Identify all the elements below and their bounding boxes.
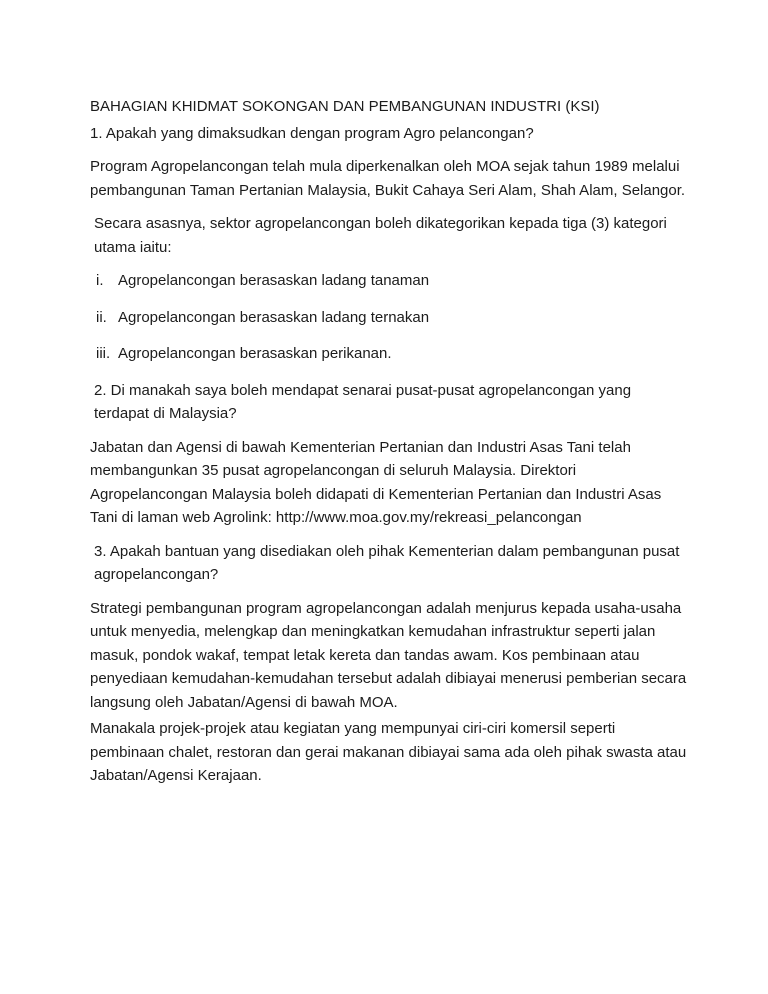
answer-3-paragraph-2: Manakala projek-projek atau kegiatan yang mempunyai ciri-ciri komersil seperti pembinaan chalet, restoran dan gerai makanan dibiayai sama ada oleh pihak swasta atau Jabatan/Agensi Kerajaan.	[90, 720, 687, 784]
category-number: iii.	[96, 345, 111, 362]
category-item	[90, 306, 690, 330]
category-text: Agropelancongan berasaskan ladang ternakan	[118, 308, 430, 326]
question-2: 2. Di manakah saya boleh mendapat senarai pusat-pusat agropelancongan yang terdapat di Malaysia?	[94, 381, 632, 422]
category-number: ii.	[96, 308, 107, 326]
question-3: 3. Apakah bantuan yang disediakan oleh pihak Kementerian dalam pembangunan pusat agropelancongan?	[94, 542, 680, 583]
answer-1-paragraph-2: Secara asasnya, sektor agropelancongan boleh dikategorikan kepada tiga (3) kategori utama iaitu:	[94, 215, 667, 256]
answer-3-paragraph-1: Strategi pembangunan program agropelancongan adalah menjurus kepada usaha-usaha untuk menyedia, melengkap dan meningkatkan kemudahan infrastruktur seperti jalan masuk, pondok wakaf, tempat letak kereta dan tandas awam. Kos pembinaan atau penyediaan kemudahan-kemudahan tersebut adalah dibiayai menerusi pemberian secara langsung oleh Jabatan/Agensi di bawah MOA.	[90, 599, 687, 711]
category-number: i.	[96, 272, 104, 289]
category-item	[90, 342, 690, 366]
category-text: Agropelancongan berasaskan perikanan.	[118, 345, 392, 362]
document-body	[90, 95, 690, 798]
category-text: Agropelancongan berasaskan ladang tanaman	[118, 272, 430, 289]
answer-2: Jabatan dan Agensi di bawah Kementerian Pertanian dan Industri Asas Tani telah membangunkan 35 pusat agropelancongan di seluruh Malaysia. Direktori Agropelancongan Malaysia boleh didapati di Kementerian Pertanian dan Industri Asas Tani di laman web Agrolink: http://www.moa.gov.my/rekreasi_pelancongan	[90, 438, 662, 526]
section-heading: BAHAGIAN KHIDMAT SOKONGAN DAN PEMBANGUNAN INDUSTRI (KSI)	[90, 98, 600, 115]
answer-1-paragraph-1: Program Agropelancongan telah mula diperkenalkan oleh MOA sejak tahun 1989 melalui pembangunan Taman Pertanian Malaysia, Bukit Cahaya Seri Alam, Shah Alam, Selangor.	[90, 158, 686, 199]
question-1: 1. Apakah yang dimaksudkan dengan program Agro pelancongan?	[90, 124, 534, 142]
category-item	[90, 269, 690, 293]
